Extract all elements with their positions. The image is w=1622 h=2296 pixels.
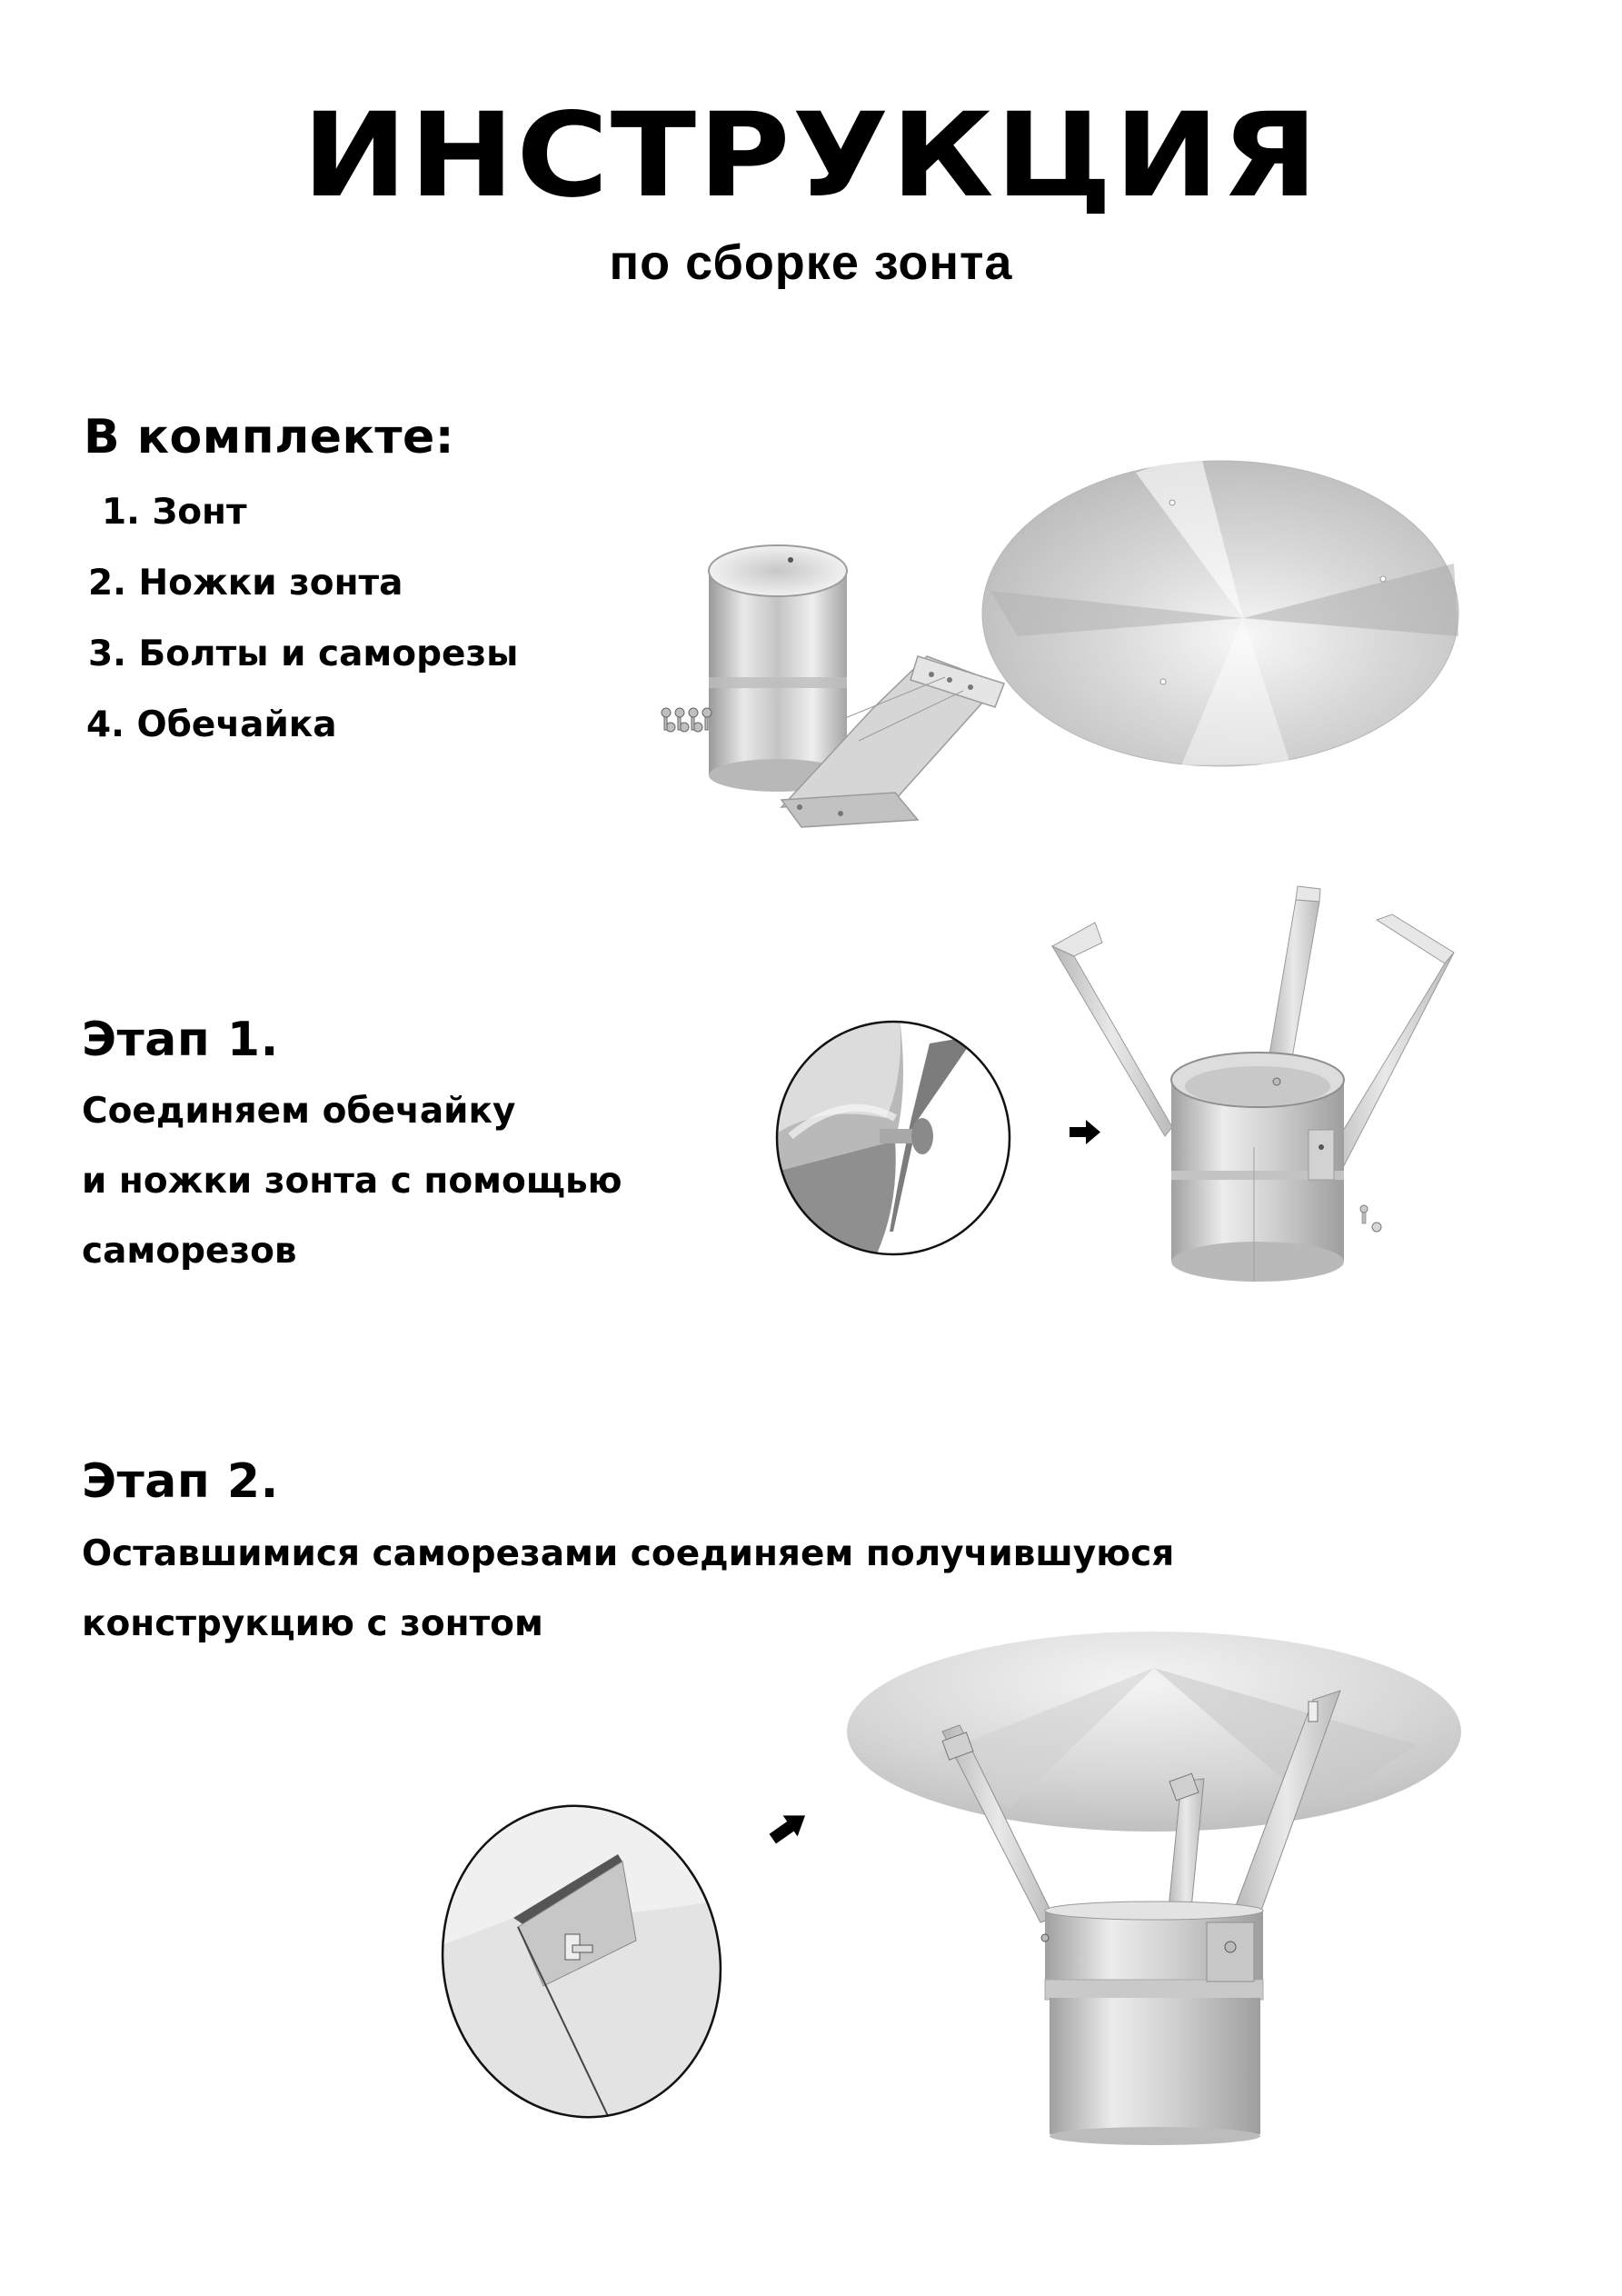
step-1-text-line: и ножки зонта с помощью [82, 1161, 622, 1202]
page-subtitle: по сборке зонта [609, 235, 1013, 290]
detail-magnifier-circle [418, 1782, 745, 2127]
arrow-up-right-icon [765, 1805, 812, 1849]
kit-item-label: Ножки зонта [138, 563, 403, 604]
step-2-heading: Этап 2. [82, 1454, 279, 1509]
kit-item-label: Зонт [152, 492, 247, 533]
assembled-umbrella-image [847, 1632, 1461, 2145]
step-2-text-line: конструкцию с зонтом [82, 1603, 543, 1644]
kit-item-number: 1. [102, 492, 140, 533]
step-1-text-line: Соединяем обечайку [82, 1091, 516, 1132]
step-1-heading: Этап 1. [82, 1013, 279, 1067]
step-2-text-line: Оставшимися саморезами соединяем получившуюся [82, 1533, 1175, 1574]
kit-item-number: 3. [88, 634, 126, 674]
kit-item-label: Обечайка [136, 704, 337, 745]
kit-item-label: Болты и саморезы [138, 634, 519, 674]
kit-item-number: 2. [88, 563, 126, 604]
page-title: ИНСТРУКЦИЯ [302, 88, 1320, 224]
step-1-text-line: саморезов [82, 1231, 297, 1272]
kit-item-number: 4. [86, 704, 124, 745]
kit-heading: В комплекте: [84, 410, 455, 464]
